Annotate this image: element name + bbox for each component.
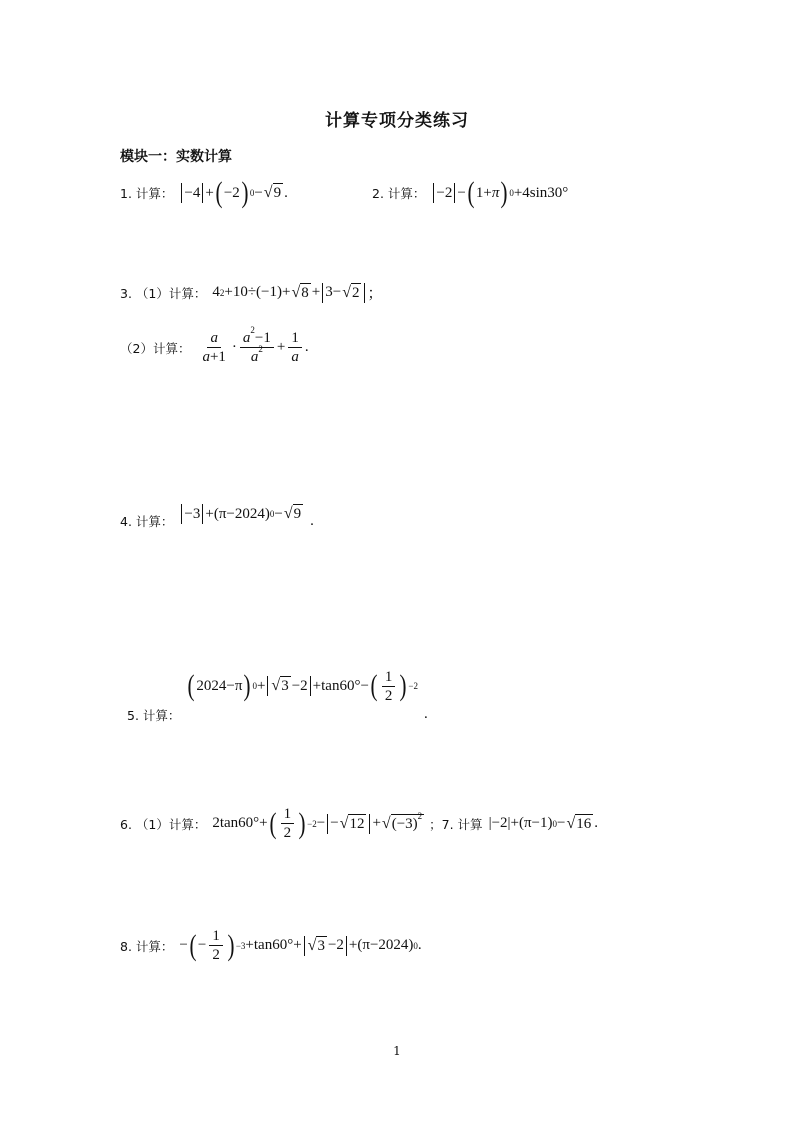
problem-2	[372, 178, 568, 208]
problem-7-expression: |−2|+(π−1) 0 − √ 16 .	[488, 814, 599, 832]
problem-5: 5. 计算： ( 2024−π ) 0 + √ 3 −2 +tan60°− ( $\frac{1}{2}$ ) −2 .	[127, 668, 428, 723]
problem-8-label: 8. 计算：	[120, 938, 174, 954]
problem-7-label: ；7. 计算	[429, 816, 483, 832]
problem-4: 4. 计算： −3 +(π−2024) 0 − √ 9 .	[120, 505, 314, 529]
problem-2-expression: −2 − ( 1+ π ) 0 +4sin30°	[431, 178, 568, 208]
problem-3-1-label: 3. （1）计算：	[120, 285, 207, 301]
problem-2-label: 2. 计算：	[372, 186, 426, 201]
problem-1-label: 1. 计算：	[120, 186, 174, 201]
page-number: 1	[393, 1044, 401, 1058]
problem-6-expression: 2tan60°+ ( $\frac{1}{2}$ ) −2 − − √ 12 + √ $(-3)^2$	[212, 806, 423, 841]
problem-1-expression: −4 + ( −2 ) 0 − √ 9 .	[179, 178, 287, 208]
problem-3-2-expression: $\frac{a}{a+1}$ · $\frac{a^2-1}{a^2}$ + $\frac{1}{a}$ .	[202, 325, 309, 365]
problem-5-expression: ( 2024−π ) 0 + √ 3 −2 +tan60°− ( $\frac{1}{2}$ ) −2	[187, 668, 418, 704]
problem-3-1	[120, 282, 382, 303]
problem-8-expression: − ( − $\frac{1}{2}$ ) −3 +tan60°+ √ 3 −2 +(π−2024) 0 .	[179, 928, 422, 963]
problem-5-label: 5. 计算：	[127, 708, 181, 723]
problem-4-expression: −3 +(π−2024) 0 − √ 9	[179, 504, 304, 524]
page-title: 计算专项分类练习	[325, 111, 469, 131]
problem-6-label: 6. （1）计算：	[120, 816, 207, 832]
section-heading: 模块一：实数计算	[120, 149, 232, 165]
problem-3-2-label: （2）计算：	[120, 340, 191, 356]
problem-3-1-expression: 4 2 +10÷(−1)+ √ 8 + 3− √ 2 ；	[212, 283, 383, 302]
problem-6	[120, 806, 598, 841]
problem-4-label: 4. 计算：	[120, 514, 174, 529]
problem-1	[120, 178, 288, 208]
problem-8	[120, 928, 422, 963]
problem-3-2	[120, 325, 309, 365]
